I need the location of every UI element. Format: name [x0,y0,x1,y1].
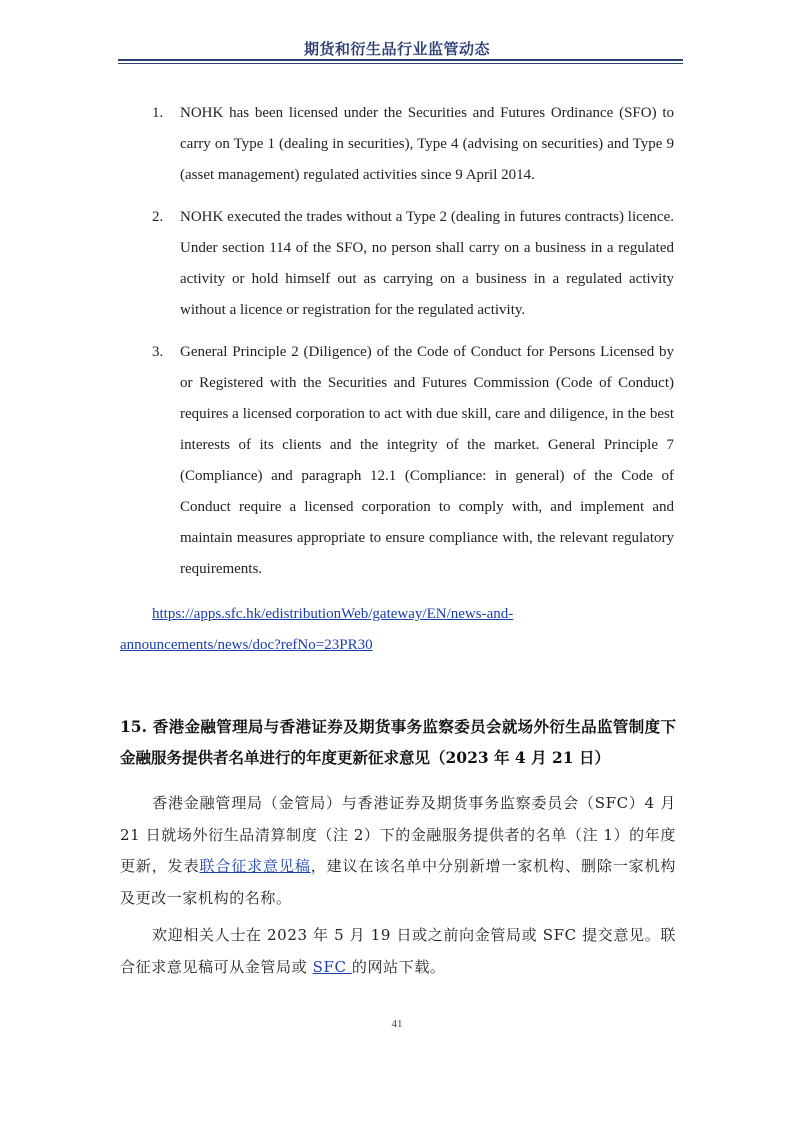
paragraph-text: 的网站下载。 [351,957,446,976]
paragraph-text: 欢迎相关人士在 2023 年 5 月 19 日或之前向金管局或 SFC 提交意见。联合征求意见稿可从金管局或 [120,926,676,976]
list-item [152,202,674,326]
sfc-news-link-line2[interactable]: announcements/news/doc?refNo=23PR30 [120,637,373,653]
list-item-number: 1. [152,105,164,121]
list-item-text: NOHK executed the trades without a Type 2 (dealing in futures contracts) licence. Under section 114 of the SFO, no person shall carry on a business in a regulated activity or hold himself out as carrying on a business in a regulated activity without a licence or registration for the regulated activity. [180,209,674,318]
paragraph-text: 香港金融管理局（金管局）与香港证券及期货事务监察委员会（SFC）4 月 21 日就场外衍生品清算制度（注 2）下的金融服务提供者的名单（注 1）的年度更新，发表 [120,794,676,875]
running-header-title: 期货和衍生品行业监管动态 [303,40,490,58]
sfc-news-link-line1[interactable]: https://apps.sfc.hk/edistributionWeb/gateway/EN/news-and- [152,606,514,622]
body-paragraph-2 [120,920,676,983]
header-rule-thick [118,59,683,61]
paragraph-text: ，建议在该名单中分别新增一家机构、删除一家机构及更改一家机构的名称。 [120,857,676,907]
list-item [152,98,674,191]
joint-consultation-link[interactable]: 联合征求意见稿 [199,857,311,875]
list-item [152,337,674,585]
header-rule-thin [118,63,683,64]
list-item-number: 2. [152,209,164,225]
list-item-text: General Principle 2 (Diligence) of the Code of Conduct for Persons Licensed by or Registered with the Securities and Futures Commission (Code of Conduct) requires a licensed corporation to act with due skill, care and diligence, in the best interests of its clients and the integrity of the market. General Principle 7 (Compliance) and paragraph 12.1 (Compliance: in general) of the Code of Conduct require a licensed corporation to comply with, and implement and maintain measures appropriate to ensure compliance with, the relevant regulatory requirements. [180,344,674,577]
page-number: 41 [391,1018,403,1030]
numbered-list [152,98,674,596]
section-heading: 15. 香港金融管理局与香港证券及期货事务监察委员会就场外衍生品监管制度下金融服务提供者名单进行的年度更新征求意见（2023 年 4 月 21 日） [120,717,676,767]
body-paragraph-1 [120,788,676,914]
sfc-news-link[interactable] [120,599,680,661]
list-item-text: NOHK has been licensed under the Securities and Futures Ordinance (SFO) to carry on Type 1 (dealing in securities), Type 4 (advising on securities) and Type 9 (asset management) regulated activities since 9 April 2014. [180,105,674,183]
list-item-number: 3. [152,344,164,360]
sfc-website-link[interactable]: SFC [312,957,352,976]
